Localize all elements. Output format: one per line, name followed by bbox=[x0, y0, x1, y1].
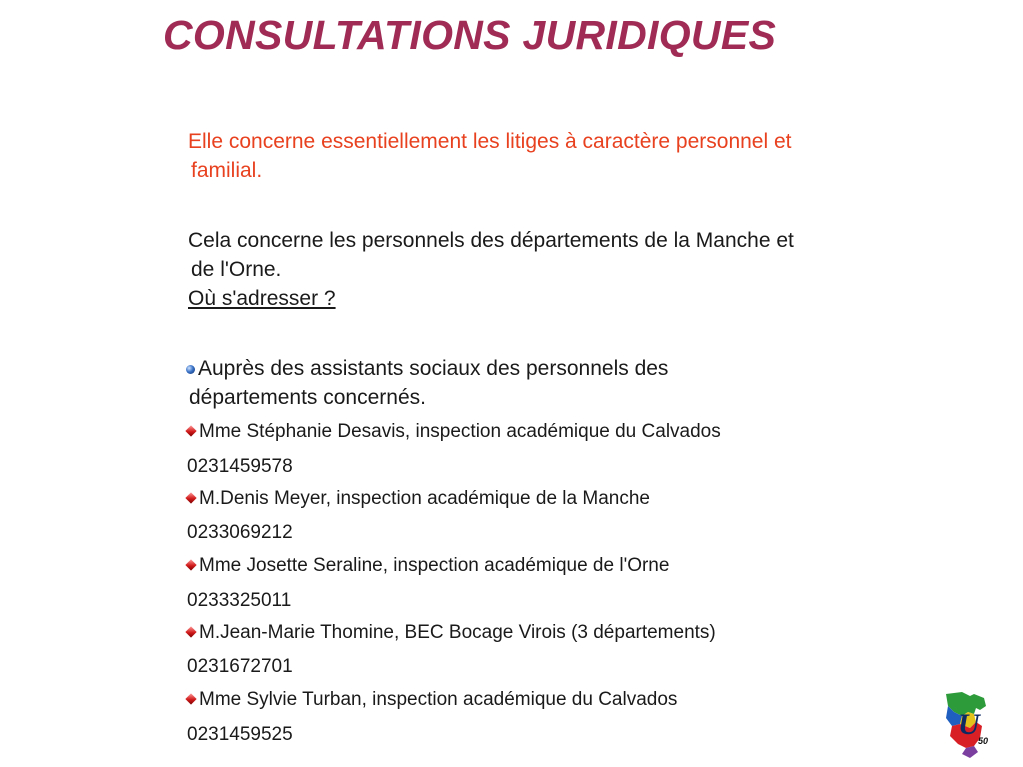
red-diamond-bullet-icon bbox=[185, 425, 196, 436]
contact-item bbox=[187, 420, 721, 444]
contact-phone: 0231672701 bbox=[187, 656, 293, 677]
main-bullet-point bbox=[186, 354, 946, 412]
contact-name: Mme Josette Seraline, inspection académique de l'Orne bbox=[199, 555, 670, 576]
union-logo-icon bbox=[940, 690, 996, 760]
red-diamond-bullet-icon bbox=[185, 626, 196, 637]
contact-name: M.Denis Meyer, inspection académique de la Manche bbox=[199, 488, 650, 509]
scope-line-1: Cela concerne les personnels des départements de la Manche et bbox=[188, 229, 794, 252]
blue-ball-bullet-icon bbox=[186, 365, 195, 374]
intro-line-1: Elle concerne essentiellement les litiges à caractère personnel et bbox=[188, 130, 792, 153]
scope-line-2: de l'Orne. bbox=[191, 258, 282, 281]
contact-phone: 0233325011 bbox=[187, 590, 292, 611]
svg-text:50: 50 bbox=[978, 736, 989, 746]
main-point-line-2: départements concernés. bbox=[189, 386, 426, 409]
contact-name: M.Jean-Marie Thomine, BEC Bocage Virois (3 départements) bbox=[199, 622, 716, 643]
contact-phone: 0231459578 bbox=[187, 456, 293, 477]
where-link[interactable]: Où s'adresser ? bbox=[188, 287, 336, 310]
intro-paragraph bbox=[188, 127, 948, 185]
main-point-line-1: Auprès des assistants sociaux des personnels des bbox=[198, 357, 669, 380]
red-diamond-bullet-icon bbox=[185, 492, 196, 503]
red-diamond-bullet-icon bbox=[185, 693, 196, 704]
scope-paragraph bbox=[188, 226, 948, 313]
contact-name: Mme Sylvie Turban, inspection académique du Calvados bbox=[199, 689, 678, 710]
page-title: CONSULTATIONS JURIDIQUES bbox=[163, 12, 777, 58]
svg-text:U: U bbox=[958, 708, 980, 741]
contact-phone: 0233069212 bbox=[187, 522, 293, 543]
contact-phone: 0231459525 bbox=[187, 724, 293, 745]
contact-name: Mme Stéphanie Desavis, inspection académique du Calvados bbox=[199, 421, 721, 442]
intro-line-2: familial. bbox=[191, 159, 263, 182]
contact-item bbox=[187, 621, 716, 645]
contact-item bbox=[187, 487, 650, 511]
contact-item bbox=[187, 688, 677, 712]
contact-item bbox=[187, 554, 669, 578]
red-diamond-bullet-icon bbox=[185, 559, 196, 570]
